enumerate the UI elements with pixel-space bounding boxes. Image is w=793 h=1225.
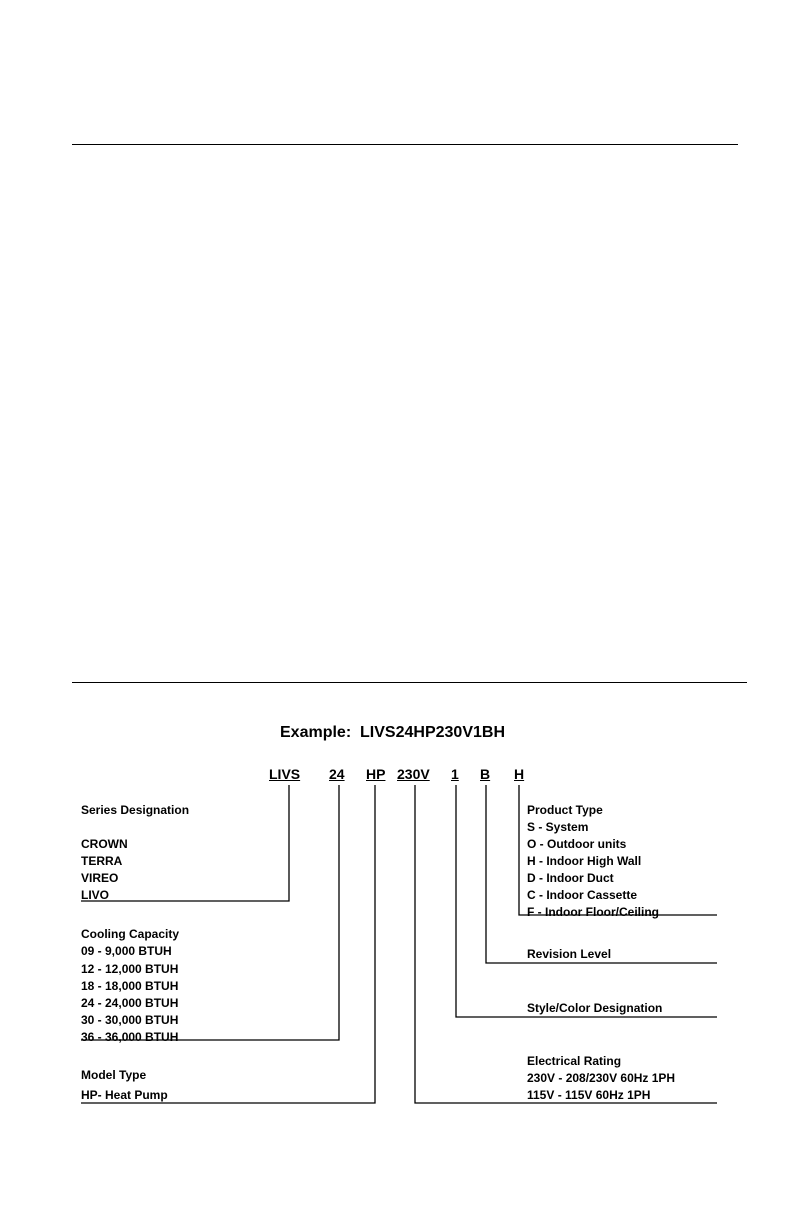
model-type-item: HP- Heat Pump: [81, 1088, 168, 1102]
code-model-type: HP: [366, 766, 386, 782]
cooling-capacity-group: [81, 927, 179, 1044]
series-item: VIREO: [81, 871, 119, 885]
capacity-item: 24 - 24,000 BTUH: [81, 996, 179, 1010]
product-item: O - Outdoor units: [527, 837, 627, 851]
style-color-label: Style/Color Designation: [527, 1001, 663, 1015]
code-revision: B: [480, 766, 491, 782]
product-type-group: [527, 803, 659, 919]
electrical-rating-group: [527, 1054, 675, 1102]
code-capacity: 24: [329, 766, 345, 782]
code-product: H: [514, 766, 525, 782]
capacity-item: 12 - 12,000 BTUH: [81, 962, 179, 976]
capacity-item: 36 - 36,000 BTUH: [81, 1030, 179, 1044]
revision-level-label: Revision Level: [527, 947, 612, 961]
product-item: D - Indoor Duct: [527, 871, 614, 885]
series-designation-group: [81, 803, 189, 902]
code-voltage: 230V: [397, 766, 430, 782]
product-item: S - System: [527, 820, 589, 834]
product-item: F - Indoor Floor/Ceiling: [527, 905, 659, 919]
capacity-item: 18 - 18,000 BTUH: [81, 979, 179, 993]
capacity-item: 09 - 9,000 BTUH: [81, 944, 172, 958]
code-series: LIVS: [269, 766, 301, 782]
cooling-capacity-heading: Cooling Capacity: [81, 927, 180, 941]
electrical-item: 115V - 115V 60Hz 1PH: [527, 1088, 651, 1102]
electrical-item: 230V - 208/230V 60Hz 1PH: [527, 1071, 676, 1085]
electrical-rating-heading: Electrical Rating: [527, 1054, 622, 1068]
model-type-heading: Model Type: [81, 1068, 147, 1082]
series-item: LIVO: [81, 888, 110, 902]
series-item: TERRA: [81, 854, 123, 868]
series-item: CROWN: [81, 837, 128, 851]
product-type-heading: Product Type: [527, 803, 603, 817]
series-designation-heading: Series Designation: [81, 803, 190, 817]
capacity-item: 30 - 30,000 BTUH: [81, 1013, 179, 1027]
example-model: LIVS24HP230V1BH: [360, 724, 505, 741]
example-label: Example:: [280, 724, 352, 741]
model-type-group: [81, 1068, 168, 1102]
code-style: 1: [451, 766, 459, 782]
product-item: H - Indoor High Wall: [527, 854, 642, 868]
product-item: C - Indoor Cassette: [527, 888, 638, 902]
